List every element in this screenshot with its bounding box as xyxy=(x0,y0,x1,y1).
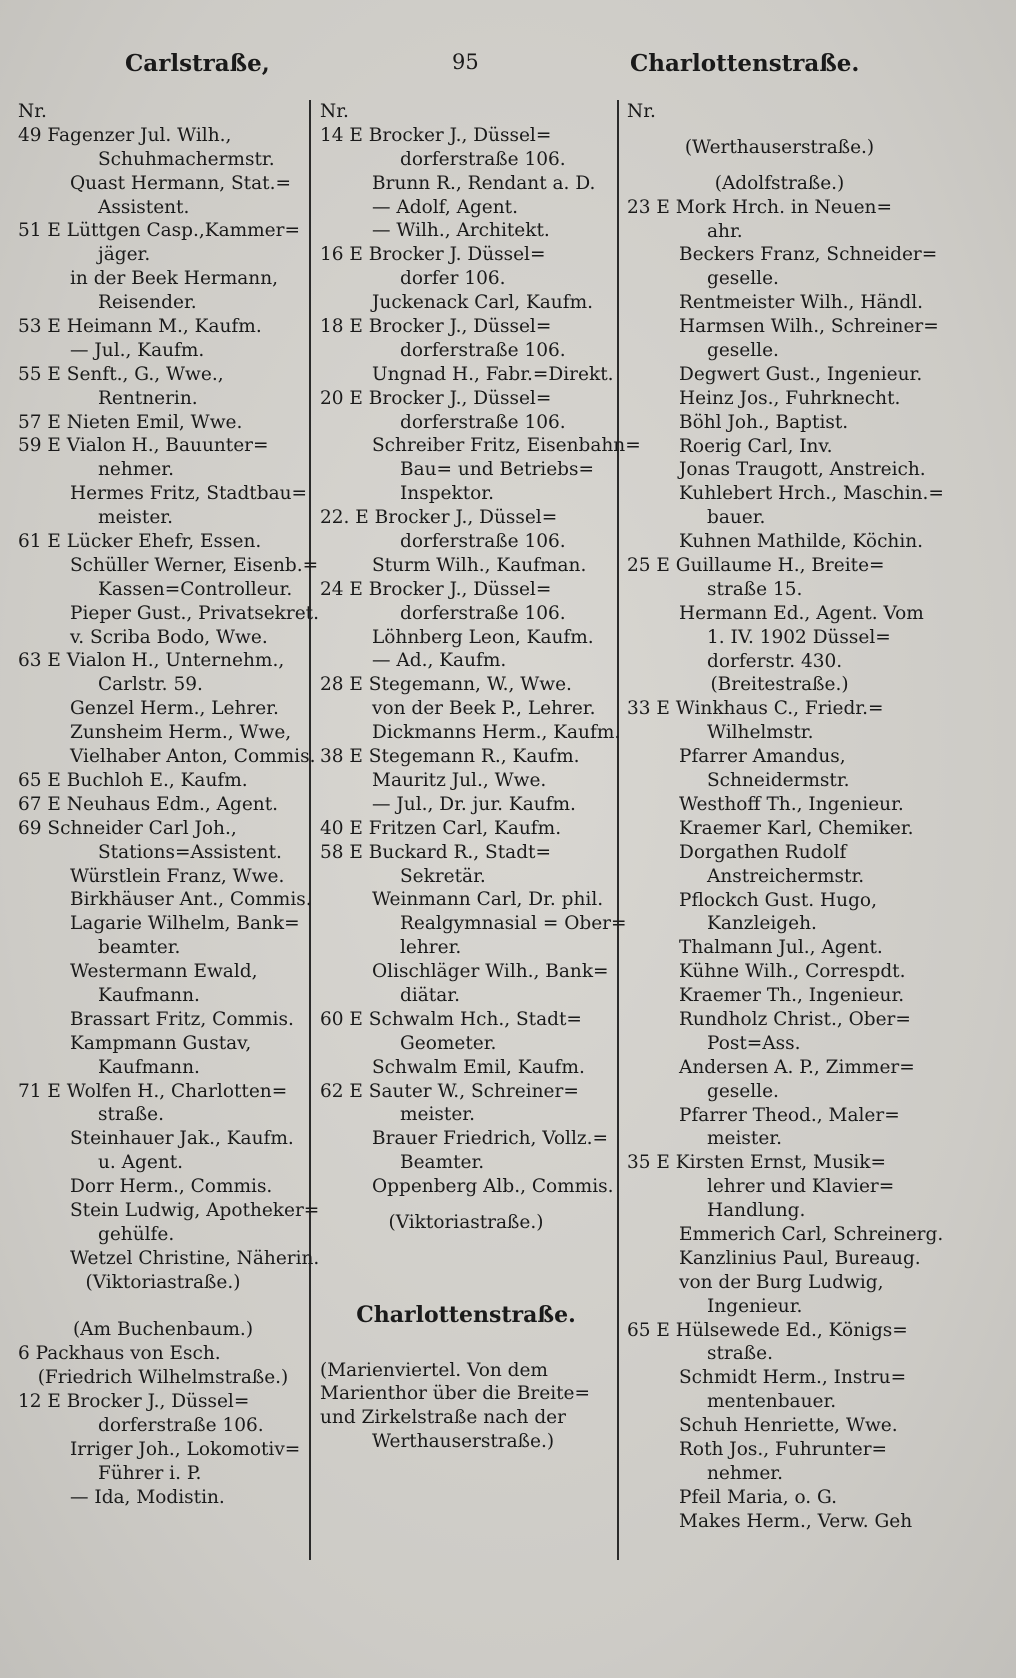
directory-line: Böhl Joh., Baptist. xyxy=(679,411,849,433)
header-street-right: Charlottenstraße. xyxy=(630,50,860,77)
column-1 xyxy=(18,100,320,1510)
column-3 xyxy=(627,100,944,1534)
directory-line: ahr. xyxy=(707,220,743,242)
directory-line: Marienthor über die Breite= xyxy=(320,1383,591,1405)
directory-line: Nr. xyxy=(18,101,47,122)
directory-line: bauer. xyxy=(707,507,766,529)
directory-line: Schuhmachermstr. xyxy=(98,148,275,170)
directory-line: Handlung. xyxy=(707,1200,806,1222)
directory-line: meister. xyxy=(400,1104,475,1126)
directory-line: Beckers Franz, Schneider= xyxy=(679,244,938,266)
directory-line: (Werthauserstraße.) xyxy=(684,136,875,158)
directory-line: 22. E Brocker J., Düssel= xyxy=(320,507,558,529)
directory-line: 25 E Guillaume H., Breite= xyxy=(627,555,885,577)
directory-line: geselle. xyxy=(707,1080,779,1102)
directory-line: 23 E Mork Hrch. in Neuen= xyxy=(627,196,892,218)
directory-line: Beamter. xyxy=(400,1152,485,1174)
directory-line: Juckenack Carl, Kaufm. xyxy=(372,292,593,314)
page-number: 95 xyxy=(452,50,479,74)
directory-line: 55 E Senft., G., Wwe., xyxy=(18,363,224,385)
spacer xyxy=(320,1235,612,1259)
directory-line: Würstlein Franz, Wwe. xyxy=(70,865,285,887)
header-street-left: Carlstraße, xyxy=(125,50,270,77)
directory-line: 16 E Brocker J. Düssel= xyxy=(320,244,546,266)
directory-line: (Am Buchenbaum.) xyxy=(72,1319,254,1341)
spacer xyxy=(320,1199,612,1211)
directory-line: — Ad., Kaufm. xyxy=(372,650,507,672)
directory-line: Kaufmann. xyxy=(98,1056,200,1078)
directory-line: — Adolf, Agent. xyxy=(372,196,518,218)
directory-line: 58 E Buckard R., Stadt= xyxy=(320,841,551,863)
directory-line: 28 E Stegemann, W., Wwe. xyxy=(320,674,572,696)
directory-line: dorferstr. 430. xyxy=(707,650,843,672)
directory-line: Quast Hermann, Stat.= xyxy=(70,172,291,194)
spacer xyxy=(627,124,932,136)
directory-line: Pfeil Maria, o. G. xyxy=(679,1486,838,1508)
directory-line: beamter. xyxy=(98,937,181,959)
column-divider xyxy=(617,100,619,1560)
spacer xyxy=(320,1259,612,1283)
directory-line: Zunsheim Herm., Wwe, xyxy=(70,722,292,744)
directory-line: Führer i. P. xyxy=(98,1462,202,1484)
directory-line: Pieper Gust., Privatsekret. xyxy=(70,602,319,624)
directory-line: Pfarrer Amandus, xyxy=(679,746,846,768)
section-heading: Charlottenstraße. xyxy=(356,1301,576,1328)
directory-line: Genzel Herm., Lehrer. xyxy=(70,698,279,720)
directory-line: Inspektor. xyxy=(400,483,494,505)
directory-line: — Jul., Dr. jur. Kaufm. xyxy=(372,793,576,815)
directory-line: Ungnad H., Fabr.=Direkt. xyxy=(372,363,614,385)
directory-line: Vielhaber Anton, Commis. xyxy=(70,746,316,768)
directory-line: Roerig Carl, Inv. xyxy=(679,435,833,457)
directory-line: von der Burg Ludwig, xyxy=(679,1271,884,1293)
directory-line: Oppenberg Alb., Commis. xyxy=(372,1176,614,1198)
directory-line: Nr. xyxy=(627,101,656,122)
directory-line: 59 E Vialon H., Bauunter= xyxy=(18,435,269,457)
directory-line: und Zirkelstraße nach der xyxy=(320,1407,566,1429)
directory-line: 35 E Kirsten Ernst, Musik= xyxy=(627,1152,886,1174)
directory-line: u. Agent. xyxy=(98,1152,184,1174)
directory-line: Emmerich Carl, Schreinerg. xyxy=(679,1223,944,1245)
directory-line: Westermann Ewald, xyxy=(70,961,258,983)
spacer xyxy=(627,160,932,172)
directory-line: Andersen A. P., Zimmer= xyxy=(679,1056,915,1078)
directory-line: Dorr Herm., Commis. xyxy=(70,1176,273,1198)
directory-line: Brassart Fritz, Commis. xyxy=(70,1008,294,1030)
directory-line: diätar. xyxy=(400,984,460,1006)
directory-line: in der Beek Hermann, xyxy=(70,268,279,290)
directory-line: Kuhnen Mathilde, Köchin. xyxy=(679,531,924,553)
directory-line: lehrer und Klavier= xyxy=(707,1176,895,1198)
directory-line: (Viktoriastraße.) xyxy=(85,1271,241,1293)
directory-line: 40 E Fritzen Carl, Kaufm. xyxy=(320,817,562,839)
directory-line: — Ida, Modistin. xyxy=(70,1486,225,1508)
directory-line: Wetzel Christine, Näherin. xyxy=(70,1247,320,1269)
directory-line: 12 E Brocker J., Düssel= xyxy=(18,1391,250,1413)
directory-line: — Jul., Kaufm. xyxy=(70,339,205,361)
directory-line: Schuh Henriette, Wwe. xyxy=(679,1415,898,1437)
directory-line: Roth Jos., Fuhrunter= xyxy=(679,1438,888,1460)
directory-line: jäger. xyxy=(98,244,151,266)
directory-line: (Adolfstraße.) xyxy=(714,172,845,194)
directory-line: 18 E Brocker J., Düssel= xyxy=(320,316,552,338)
directory-line: 65 E Buchloh E., Kaufm. xyxy=(18,769,248,791)
directory-line: 61 E Lücker Ehefr, Essen. xyxy=(18,531,262,553)
directory-line: Brauer Friedrich, Vollz.= xyxy=(372,1128,609,1150)
directory-line: Thalmann Jul., Agent. xyxy=(679,937,883,959)
directory-line: 49 Fagenzer Jul. Wilh., xyxy=(18,124,232,146)
directory-line: Kraemer Th., Ingenieur. xyxy=(679,985,905,1007)
directory-line: Irriger Joh., Lokomotiv= xyxy=(70,1438,301,1460)
directory-line: dorferstraße 106. xyxy=(400,411,566,433)
directory-line: dorferstraße 106. xyxy=(400,531,566,553)
directory-line: 38 E Stegemann R., Kaufm. xyxy=(320,746,580,768)
column-2 xyxy=(320,100,641,1454)
directory-line: Sturm Wilh., Kaufman. xyxy=(372,554,587,576)
directory-line: Westhoff Th., Ingenieur. xyxy=(679,793,904,815)
directory-line: Lagarie Wilhelm, Bank= xyxy=(70,913,300,935)
directory-line: dorfer 106. xyxy=(400,268,506,290)
directory-line: Schreiber Fritz, Eisenbahn= xyxy=(372,435,641,457)
directory-line: 57 E Nieten Emil, Wwe. xyxy=(18,411,243,433)
column-divider xyxy=(309,100,311,1560)
directory-line: 1. IV. 1902 Düssel= xyxy=(707,626,891,648)
directory-line: Löhnberg Leon, Kaufm. xyxy=(372,626,594,648)
directory-line: 60 E Schwalm Hch., Stadt= xyxy=(320,1008,582,1030)
directory-line: mentenbauer. xyxy=(707,1391,837,1413)
directory-line: nehmer. xyxy=(98,459,174,481)
directory-line: 65 E Hülsewede Ed., Königs= xyxy=(627,1319,908,1341)
directory-line: Wilhelmstr. xyxy=(707,722,814,744)
directory-line: Mauritz Jul., Wwe. xyxy=(372,769,547,791)
directory-line: Makes Herm., Verw. Geh xyxy=(679,1510,913,1532)
directory-line: geselle. xyxy=(707,340,779,362)
directory-line: Stein Ludwig, Apotheker= xyxy=(70,1199,320,1221)
directory-line: Realgymnasial = Ober= xyxy=(400,913,627,935)
directory-line: Steinhauer Jak., Kaufm. xyxy=(70,1128,294,1150)
directory-line: Kühne Wilh., Correspdt. xyxy=(679,961,906,983)
directory-line: 24 E Brocker J., Düssel= xyxy=(320,578,552,600)
directory-line: Weinmann Carl, Dr. phil. xyxy=(372,889,604,911)
directory-line: v. Scriba Bodo, Wwe. xyxy=(70,626,268,648)
directory-line: Olischläger Wilh., Bank= xyxy=(372,961,609,983)
directory-line: dorferstraße 106. xyxy=(400,148,566,170)
directory-line: 6 Packhaus von Esch. xyxy=(18,1343,221,1365)
directory-line: 14 E Brocker J., Düssel= xyxy=(320,124,552,146)
directory-line: Reisender. xyxy=(98,292,197,314)
directory-line: Kaufmann. xyxy=(98,984,200,1006)
directory-line: Heinz Jos., Fuhrknecht. xyxy=(679,387,901,409)
directory-line: 20 E Brocker J., Düssel= xyxy=(320,387,552,409)
directory-line: Birkhäuser Ant., Commis. xyxy=(70,889,312,911)
directory-line: Rentnerin. xyxy=(98,387,198,409)
directory-line: dorferstraße 106. xyxy=(400,339,566,361)
directory-line: Rentmeister Wilh., Händl. xyxy=(679,292,924,314)
directory-line: 71 E Wolfen H., Charlotten= xyxy=(18,1080,288,1102)
directory-line: Pflockch Gust. Hugo, xyxy=(679,889,877,911)
directory-line: Hermann Ed., Agent. Vom xyxy=(679,602,924,624)
directory-line: Nr. xyxy=(320,101,349,122)
directory-line: 62 E Sauter W., Schreiner= xyxy=(320,1080,579,1102)
directory-line: Schüller Werner, Eisenb.= xyxy=(70,554,319,576)
directory-line: meister. xyxy=(707,1128,782,1150)
directory-line: Kuhlebert Hrch., Maschin.= xyxy=(679,483,944,505)
directory-line: Kassen=Controlleur. xyxy=(98,578,293,600)
directory-line: straße. xyxy=(98,1104,164,1126)
directory-line: Schneidermstr. xyxy=(707,770,850,792)
directory-line: Post=Ass. xyxy=(707,1032,801,1054)
directory-line: (Breitestraße.) xyxy=(710,674,849,696)
spacer xyxy=(18,1295,308,1319)
spacer xyxy=(320,1335,612,1359)
directory-line: Pfarrer Theod., Maler= xyxy=(679,1104,900,1126)
directory-line: straße. xyxy=(707,1343,773,1365)
directory-line: nehmer. xyxy=(707,1462,783,1484)
directory-line: Harmsen Wilh., Schreiner= xyxy=(679,316,939,338)
directory-line: Assistent. xyxy=(98,196,190,218)
directory-line: 53 E Heimann M., Kaufm. xyxy=(18,316,262,338)
directory-line: geselle. xyxy=(707,268,779,290)
directory-line: Hermes Fritz, Stadtbau= xyxy=(70,483,308,505)
directory-line: (Friedrich Wilhelmstraße.) xyxy=(37,1367,289,1389)
directory-line: Brunn R., Rendant a. D. xyxy=(372,172,596,194)
directory-line: Carlstr. 59. xyxy=(98,674,203,696)
directory-line: 51 E Lüttgen Casp.,Kammer= xyxy=(18,220,300,242)
directory-line: Ingenieur. xyxy=(707,1295,803,1317)
directory-line: lehrer. xyxy=(400,937,462,959)
directory-line: (Viktoriastraße.) xyxy=(388,1211,544,1233)
directory-line: dorferstraße 106. xyxy=(400,602,566,624)
directory-line: Werthauserstraße.) xyxy=(372,1431,555,1453)
directory-line: (Marienviertel. Von dem xyxy=(320,1359,548,1381)
directory-line: Jonas Traugott, Anstreich. xyxy=(679,459,926,481)
directory-line: Kraemer Karl, Chemiker. xyxy=(679,817,914,839)
directory-line: Kanzleigeh. xyxy=(707,913,817,935)
directory-line: Kampmann Gustav, xyxy=(70,1032,252,1054)
directory-line: Bau= und Betriebs= xyxy=(400,459,594,481)
directory-line: Geometer. xyxy=(400,1032,497,1054)
directory-line: Schwalm Emil, Kaufm. xyxy=(372,1056,585,1078)
directory-line: Kanzlinius Paul, Bureaug. xyxy=(679,1247,921,1269)
directory-line: Schmidt Herm., Instru= xyxy=(679,1367,907,1389)
directory-line: 33 E Winkhaus C., Friedr.= xyxy=(627,698,884,720)
directory-line: von der Beek P., Lehrer. xyxy=(372,698,596,720)
directory-line: Rundholz Christ., Ober= xyxy=(679,1008,911,1030)
directory-line: 69 Schneider Carl Joh., xyxy=(18,817,237,839)
directory-line: Anstreichermstr. xyxy=(707,865,865,887)
spacer xyxy=(320,1283,612,1295)
directory-line: Dickmanns Herm., Kaufm. xyxy=(372,722,621,744)
directory-line: Dorgathen Rudolf xyxy=(679,841,847,863)
directory-line: dorferstraße 106. xyxy=(98,1414,264,1436)
directory-line: 63 E Vialon H., Unternehm., xyxy=(18,650,285,672)
directory-line: gehülfe. xyxy=(98,1223,175,1245)
directory-line: Sekretär. xyxy=(400,865,486,887)
directory-line: Stations=Assistent. xyxy=(98,841,282,863)
directory-line: meister. xyxy=(98,507,173,529)
directory-line: straße 15. xyxy=(707,578,803,600)
directory-line: 67 E Neuhaus Edm., Agent. xyxy=(18,793,279,815)
directory-line: — Wilh., Architekt. xyxy=(372,220,550,242)
directory-line: Degwert Gust., Ingenieur. xyxy=(679,363,923,385)
